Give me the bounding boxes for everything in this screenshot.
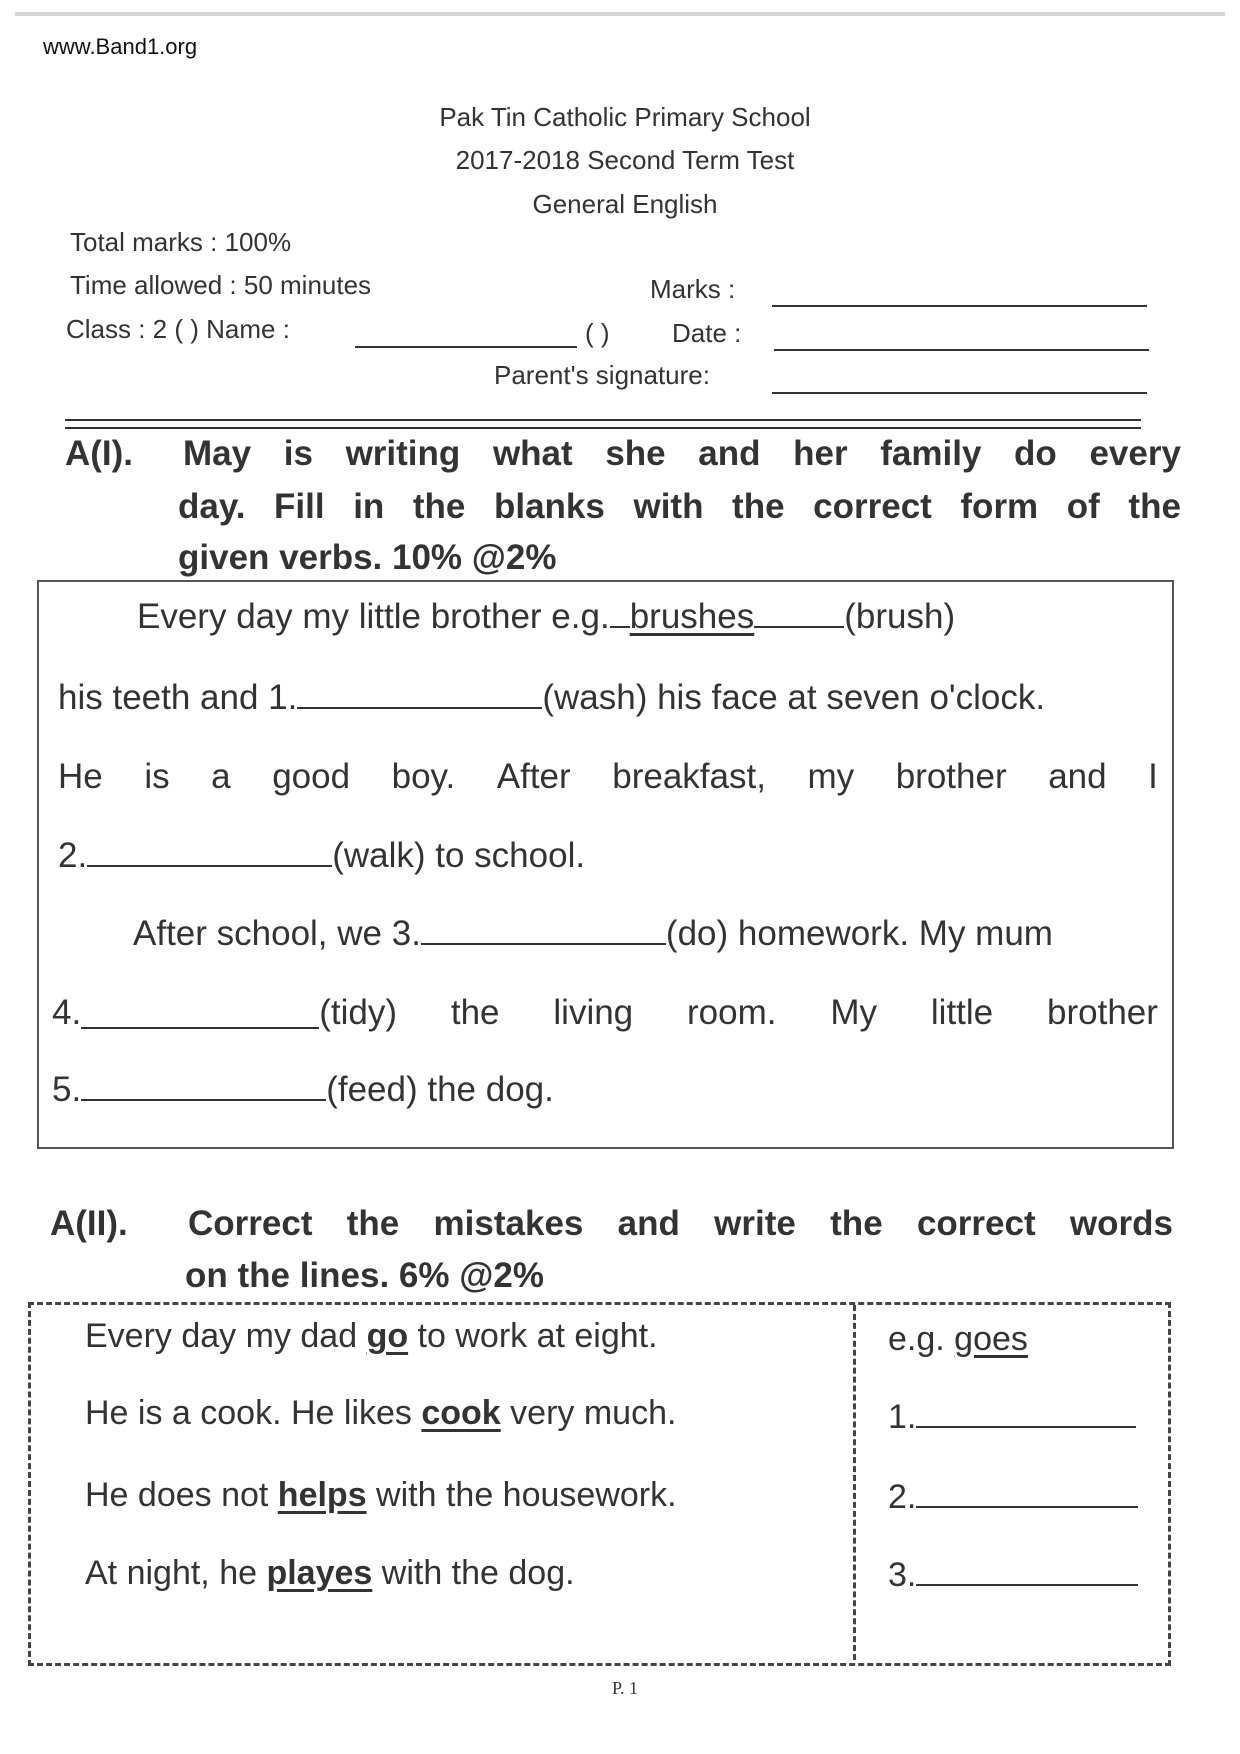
word: and [698,434,761,473]
word: day. [178,487,246,526]
passage-line [52,993,1158,1033]
name-field[interactable] [355,345,577,348]
example-answer-row [888,1320,1028,1359]
passage-text: (brush) [844,597,956,636]
word: do [1014,434,1057,473]
sentence-2 [85,1476,677,1515]
mistake-word: playes [266,1554,373,1592]
word: brother [1047,993,1158,1032]
word: the [346,1204,400,1243]
passage-line [137,597,955,637]
passage-text: his teeth and 1. [58,678,298,717]
section-a1-label: A(I). [65,434,134,473]
sentence-text: He is a cook. He likes [85,1394,422,1432]
word: I [1148,757,1158,796]
word: what [492,434,573,473]
marks-field[interactable] [772,305,1147,307]
word: her [793,434,848,473]
word: brother [895,757,1007,796]
column-divider [853,1305,856,1660]
passage-text: After school, we 3. [133,914,421,953]
total-marks: Total marks : 100% [70,227,292,257]
divider-line [65,427,1141,429]
word: living [553,993,634,1032]
marks-label: Marks : [650,274,736,304]
word: blanks [493,487,605,526]
word: (tidy) [319,993,397,1032]
mistake-word: go [366,1317,409,1355]
test-title: 2017-2018 Second Term Test [455,145,795,175]
answer-blank-2[interactable] [87,864,332,867]
section-a2-instruction-line1 [188,1204,1173,1244]
answer-number: 1. [888,1398,917,1436]
word: breakfast, [612,757,766,796]
word: and [1048,757,1107,796]
word: good [272,757,351,796]
signature-field[interactable] [772,392,1147,394]
passage-text: (walk) to school. [332,836,586,875]
word: the [732,487,785,526]
word: and [617,1204,680,1243]
answer-field-3[interactable] [916,1583,1138,1586]
word: May [183,434,252,473]
passage-text: Every day my little brother e.g. [137,597,610,636]
word: little [930,993,994,1032]
blank [610,625,630,628]
date-field[interactable] [774,349,1149,351]
word: form [960,487,1039,526]
example-answer: goes [954,1320,1028,1358]
word: my [807,757,855,796]
word: the [412,487,466,526]
word: room. [687,993,777,1032]
sentence-text: At night, he [85,1554,267,1592]
sentence-text: with the housework. [366,1476,677,1514]
word: My [830,993,878,1032]
time-allowed: Time allowed : 50 minutes [70,270,372,300]
answer-row-2 [888,1478,1138,1517]
section-a1-instruction-line3: given verbs. 10% @2% [178,538,557,577]
word: write [714,1204,796,1243]
sentence-text: very much. [500,1394,677,1432]
passage-line [52,1070,554,1110]
word: she [605,434,666,473]
passage-line [58,678,1045,718]
watermark-url: www.Band1.org [43,34,198,59]
sentence-3 [85,1554,575,1593]
word: the [830,1204,883,1243]
word: the [1128,487,1181,526]
answer-blank-4[interactable] [81,993,319,1029]
signature-label: Parent's signature: [494,360,710,390]
passage-text: 4. [52,993,82,1032]
passage-line [58,757,1158,797]
sentence-example [85,1317,658,1356]
word: every [1089,434,1181,473]
passage-text: (do) homework. My mum [665,914,1053,953]
answer-number: 2. [888,1478,917,1516]
word: in [353,487,385,526]
section-a1-instruction-line2 [178,487,1181,527]
passage-line [58,836,585,876]
subject-title: General English [532,189,718,219]
page-number: P. 1 [611,1678,638,1698]
word: mistakes [433,1204,584,1243]
sentence-text: He does not [85,1476,278,1514]
mistake-word: helps [277,1476,367,1514]
section-a2-instruction-line2: on the lines. 6% @2% [185,1256,544,1295]
sentence-text: Every day my dad [85,1317,367,1355]
answer-field-2[interactable] [916,1505,1138,1508]
sentence-text: with the dog. [372,1554,575,1592]
section-a2-label: A(II). [50,1204,128,1243]
word: writing [345,434,461,473]
sentence-1 [85,1394,676,1433]
word: correct [813,487,932,526]
word: with [633,487,704,526]
word: words [1069,1204,1173,1243]
answer-blank-3[interactable] [421,942,666,945]
word: He [58,757,103,796]
answer-number: 3. [888,1556,917,1594]
word: a [211,757,231,796]
word: boy. [391,757,456,796]
example-label: e.g. [888,1320,955,1358]
sentence-text: to work at eight. [408,1317,658,1355]
answer-blank-1[interactable] [297,706,542,709]
example-answer: brushes [629,597,755,636]
passage-line [133,914,1053,954]
section-a1-instruction-line1 [183,434,1181,474]
passage-text: 5. [52,1070,82,1109]
word: is [283,434,313,473]
school-name: Pak Tin Catholic Primary School [439,102,811,132]
word: correct [916,1204,1036,1243]
answer-row-1 [888,1398,1136,1437]
word: Fill [274,487,325,526]
word: After [496,757,571,796]
date-label: Date : [672,318,742,348]
class-number-field: ( ) [585,318,610,348]
word: is [144,757,170,796]
word: of [1066,487,1100,526]
passage-text: (feed) the dog. [326,1070,554,1109]
word: Correct [188,1204,313,1243]
mistake-word: cook [421,1394,501,1432]
answer-field-1[interactable] [916,1425,1136,1428]
answer-row-3 [888,1556,1138,1595]
class-name-label: Class : 2 ( ) Name : [66,314,290,344]
word: the [450,993,500,1032]
passage-text: (wash) his face at seven o'clock. [542,678,1046,717]
word: family [880,434,982,473]
blank [754,625,844,628]
scan-edge [15,12,1225,16]
divider-line [65,419,1141,421]
passage-text: 2. [58,836,88,875]
answer-blank-5[interactable] [81,1098,326,1101]
